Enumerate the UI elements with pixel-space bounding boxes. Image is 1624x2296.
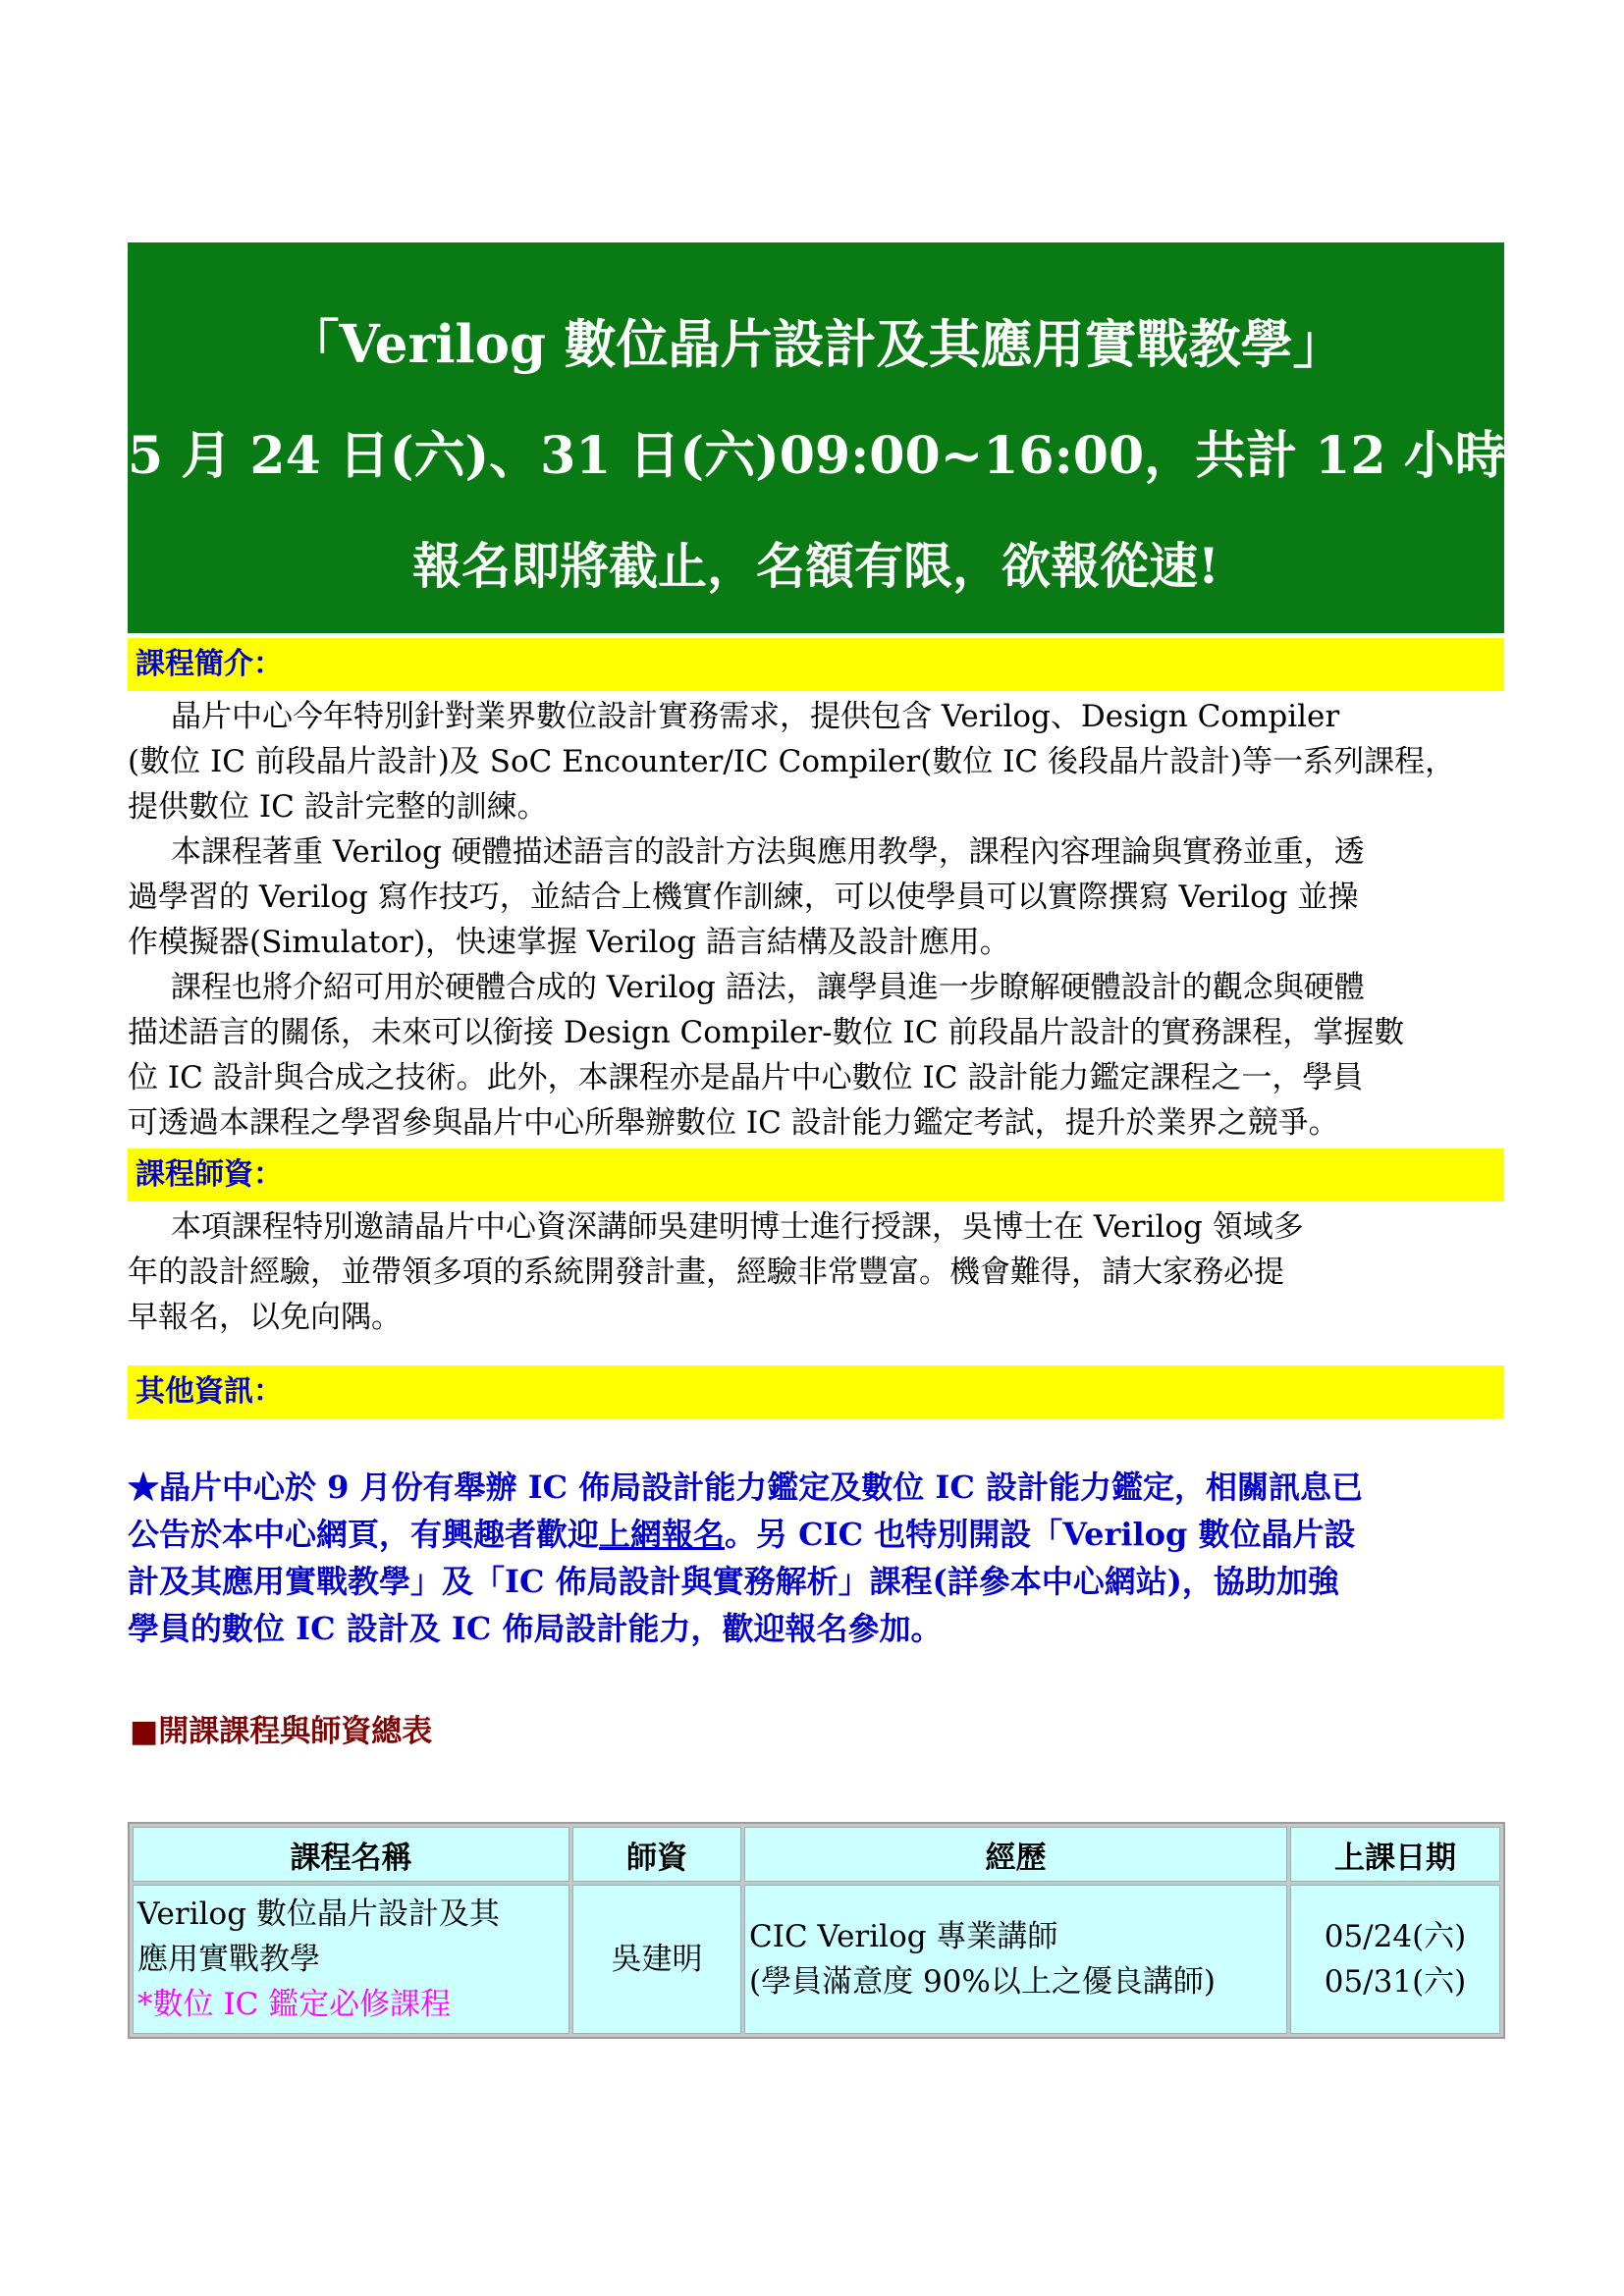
experience-line: (學員滿意度 90%以上之優良講師): [749, 1964, 1216, 2000]
header-experience: 經歷: [744, 1827, 1287, 1882]
cell-date: [1290, 1885, 1500, 2034]
other-info-heading: 其他資訊：: [128, 1365, 1504, 1418]
course-name-line: Verilog 數位晶片設計及其: [137, 1896, 500, 1932]
intro-heading: 課程簡介：: [128, 638, 1504, 691]
header-course-name: 課程名稱: [133, 1827, 569, 1882]
cell-experience: [744, 1885, 1287, 2034]
teacher-heading: 課程師資：: [128, 1148, 1504, 1201]
text-line: 課程也將介紹可用於硬體合成的 Verilog 語法，讓學員進一步瞭解硬體設計的觀念與硬體: [171, 970, 1365, 1005]
course-title: 「Verilog 數位晶片設計及其應用實戰教學」: [287, 314, 1345, 375]
text-line: 晶片中心今年特別針對業界數位設計實務需求，提供包含 Verilog、Design Compiler: [171, 699, 1340, 734]
date-line: 05/31(六): [1324, 1964, 1467, 2000]
text-line: 描述語言的關係，未來可以銜接 Design Compiler-數位 IC 前段晶片設計的實務課程，掌握數: [128, 1015, 1405, 1050]
text-line: 位 IC 設計與合成之技術。此外，本課程亦是晶片中心數位 IC 設計能力鑑定課程之一，學員: [128, 1060, 1364, 1095]
registration-notice: 報名即將截止，名額有限，欲報從速!: [412, 537, 1219, 595]
header-banner: [128, 242, 1504, 633]
date-line: 05/24(六): [1324, 1919, 1467, 1954]
other-info-notice: [128, 1464, 1522, 1652]
table-header-row: [133, 1827, 1500, 1882]
notice-line: 計及其應用實戰教學」及「IC 佈局設計與實務解析」課程(詳參本中心網站)，協助加強: [128, 1563, 1339, 1600]
course-required-note: *數位 IC 鑑定必修課程: [137, 1987, 452, 2022]
text-line: 年的設計經驗，並帶領多項的系統開發計畫，經驗非常豐富。機會難得，請大家務必提: [128, 1255, 1284, 1290]
text-line: 本項課程特別邀請晶片中心資深講師吳建明博士進行授課，吳博士在 Verilog 領域多: [171, 1209, 1304, 1245]
table-row: [133, 1885, 1500, 2034]
header-date: 上課日期: [1290, 1827, 1500, 1882]
header-teacher: 師資: [572, 1827, 741, 1882]
teacher-text: [128, 1204, 1512, 1340]
course-name-line: 應用實戰教學: [137, 1942, 320, 1977]
course-table: [128, 1822, 1505, 2039]
notice-line: 學員的數位 IC 設計及 IC 佈局設計能力，歡迎報名參加。: [128, 1610, 943, 1647]
text-line: 過學習的 Verilog 寫作技巧，並結合上機實作訓練，可以使學員可以實際撰寫 Verilog 並操: [128, 880, 1359, 915]
experience-line: CIC Verilog 專業講師: [749, 1919, 1058, 1954]
notice-line: ★晶片中心於 9 月份有舉辦 IC 佈局設計能力鑑定及數位 IC 設計能力鑑定，相關訊息已: [128, 1468, 1363, 1506]
text-line: 提供數位 IC 設計完整的訓練。: [128, 789, 548, 825]
text-line: (數位 IC 前段晶片設計)及 SoC Encounter/IC Compiler(數位 IC 後段晶片設計)等一系列課程，: [128, 744, 1456, 779]
intro-text: [128, 694, 1512, 1146]
text-line: 可透過本課程之學習參與晶片中心所舉辦數位 IC 設計能力鑑定考試，提升於業界之競爭。: [128, 1105, 1339, 1141]
notice-text: 公告於本中心網頁，有興趣者歡迎: [128, 1516, 600, 1553]
cell-teacher: 吳建明: [572, 1885, 741, 2034]
cell-course-name: [133, 1885, 569, 2034]
notice-text: 。另 CIC 也特別開設「Verilog 數位晶片設: [725, 1516, 1356, 1553]
course-schedule: 5 月 24 日(六)、31 日(六)09:00~16:00，共計 12 小時: [128, 426, 1506, 486]
course-table-title: ■開課課程與師資總表: [130, 1714, 433, 1749]
text-line: 本課程著重 Verilog 硬體描述語言的設計方法與應用教學，課程內容理論與實務並重，透: [171, 834, 1365, 870]
notice-line: [128, 1511, 1522, 1558]
text-line: 作模擬器(Simulator)，快速掌握 Verilog 語言結構及設計應用。: [128, 925, 1010, 960]
text-line: 早報名，以免向隅。: [128, 1300, 402, 1335]
register-online-link[interactable]: 上網報名: [599, 1516, 726, 1553]
